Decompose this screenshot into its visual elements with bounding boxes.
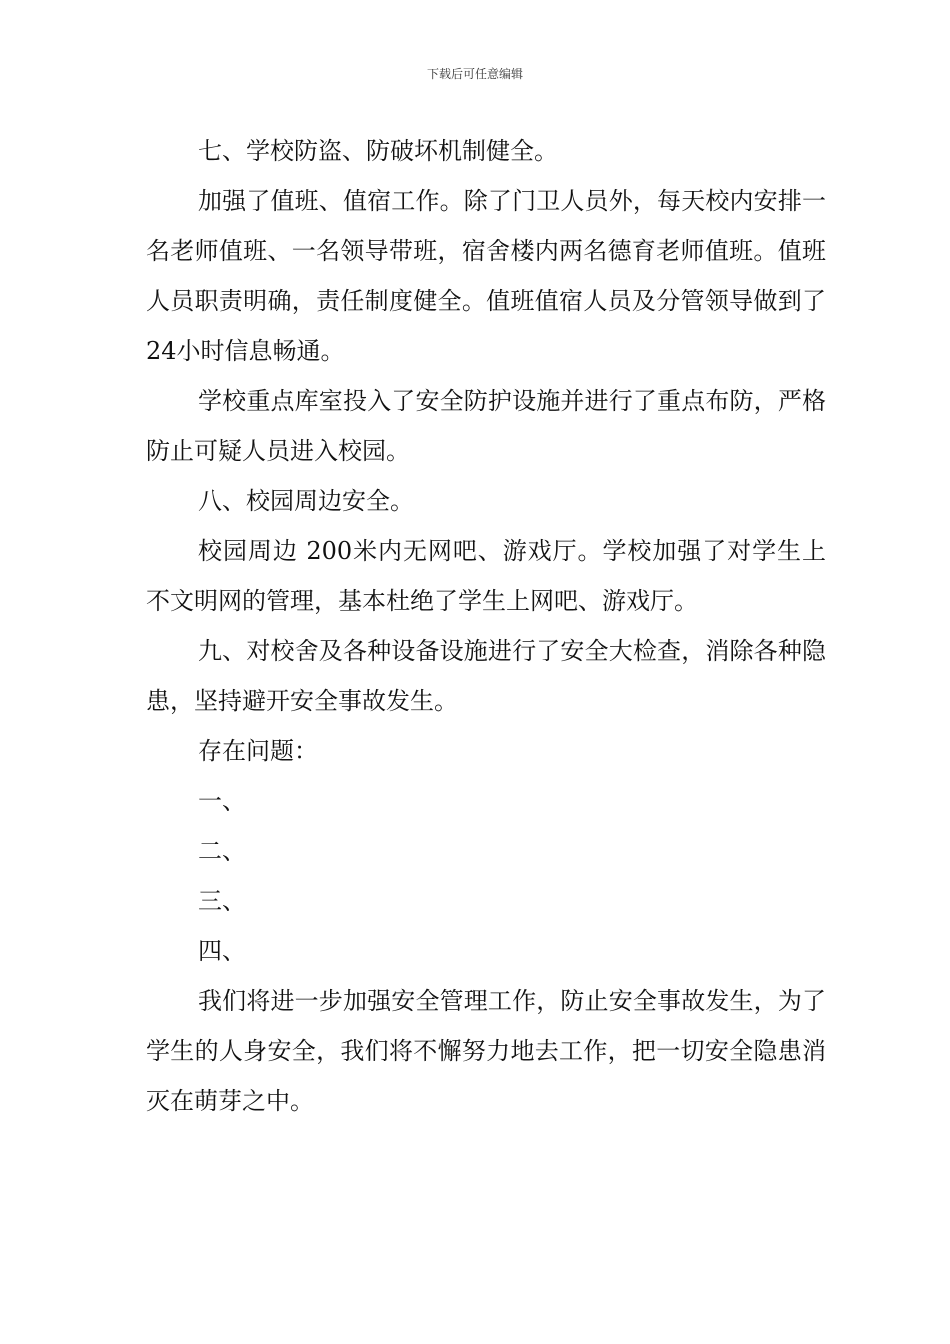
problem-item-3: 三、 xyxy=(198,887,246,915)
paragraph-duty-shifts: 加强了值班、值宿工作。除了门卫人员外，每天校内安排一名老师值班、一名领导带班，宿舍楼内两名德育老师值班。值班人员职责明确，责任制度健全。值班值宿人员及分管领导做到了24小时信息畅通。 xyxy=(146,187,826,365)
paragraph-existing-problems: 存在问题： xyxy=(198,737,318,765)
paragraph-section-8: 八、校园周边安全。 xyxy=(198,487,414,515)
paragraph-conclusion: 我们将进一步加强安全管理工作，防止安全事故发生，为了学生的人身安全，我们将不懈努力地去工作，把一切安全隐患消灭在萌芽之中。 xyxy=(146,987,826,1115)
paragraph-key-rooms: 学校重点库室投入了安全防护设施并进行了重点布防，严格防止可疑人员进入校园。 xyxy=(146,387,826,465)
problem-item-2: 二、 xyxy=(198,837,246,865)
problem-item-1: 一、 xyxy=(198,787,246,815)
paragraph-campus-surroundings: 校园周边 200米内无网吧、游戏厅。学校加强了对学生上不文明网的管理，基本杜绝了学生上网吧、游戏厅。 xyxy=(146,537,826,615)
document-body xyxy=(146,126,826,1126)
page-header-note: 下载后可任意编辑 xyxy=(426,67,523,81)
problem-item-4: 四、 xyxy=(198,937,246,965)
paragraph-section-7: 七、学校防盗、防破坏机制健全。 xyxy=(198,137,558,165)
paragraph-section-9: 九、对校舍及各种设备设施进行了安全大检查，消除各种隐患，坚持避开安全事故发生。 xyxy=(146,637,826,715)
